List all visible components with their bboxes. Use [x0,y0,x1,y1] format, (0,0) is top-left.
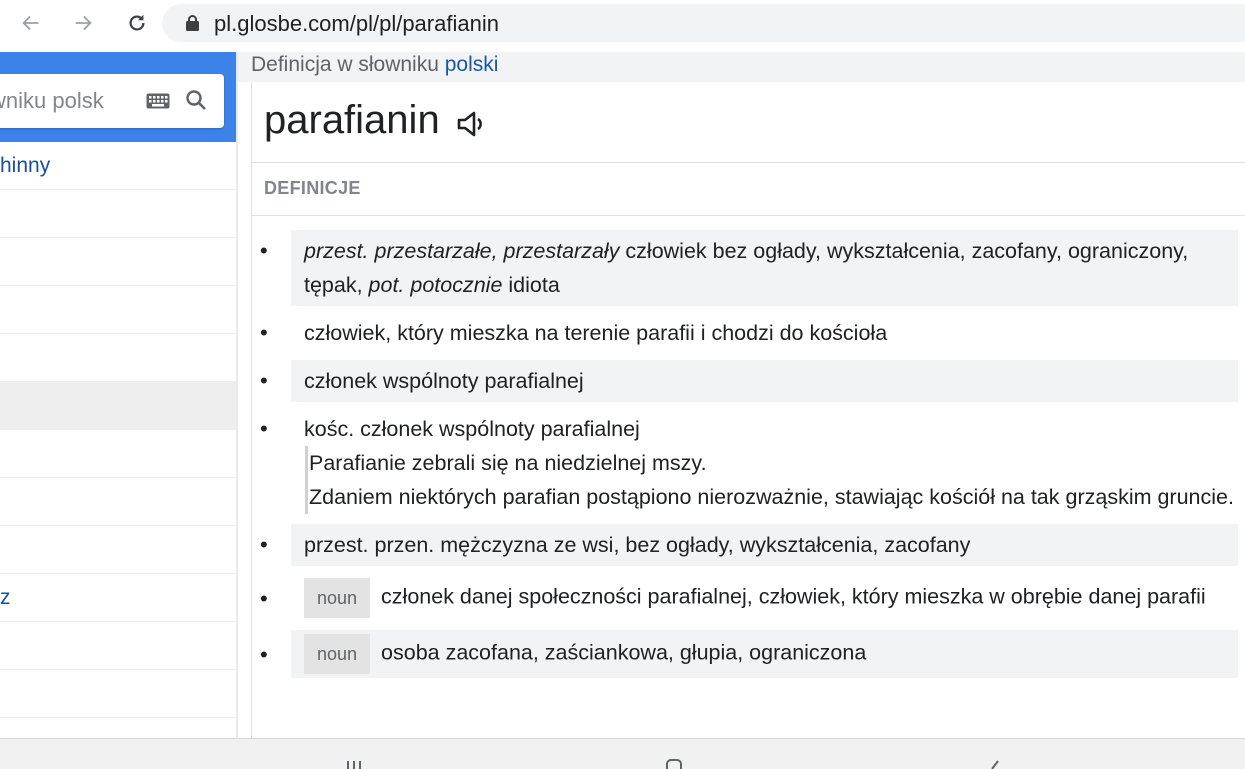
sidebar-item[interactable] [0,526,236,574]
recents-icon[interactable] [342,755,366,769]
keyboard-icon[interactable] [146,93,170,109]
sidebar [0,52,238,738]
definition-item: • noun osoba zacofana, zaściankowa, głupia, ograniczona [291,630,1238,678]
definition-item: • człowiek, który mieszka na terenie parafii i chodzi do kościoła [260,320,888,345]
definition-text: przest. przen. mężczyzna ze wsi, bez ogłady, wykształcenia, zacofany [304,533,971,557]
search-icon[interactable] [184,88,208,112]
qualifier: przest. przestarzałe, przestarzały [304,239,620,263]
definition-item: • noun członek danej społeczności parafialnej, człowiek, który mieszka w obrębie danej parafii [291,574,1238,622]
entry-word: parafianin [264,98,440,142]
reload-icon[interactable] [120,8,154,38]
qualifier: pot. potocznie [368,273,503,297]
arrow-right-icon[interactable] [66,8,100,38]
lock-icon [186,15,199,31]
example-sentence: Zdaniem niektórych parafian postąpiono nierozważnie, stawiając kościół na tak grząskim gruncie. [309,485,1234,509]
address-bar[interactable] [162,4,1245,42]
back-icon[interactable] [984,755,1008,769]
sidebar-item-label: hinny [0,154,51,177]
definition-text: członek wspólnoty parafialnej [304,369,584,393]
definition-item: • członek wspólnoty parafialnej [291,360,1238,402]
sidebar-item[interactable] [0,142,236,190]
part-of-speech-badge: noun [304,634,370,674]
sidebar-item[interactable] [0,430,236,478]
sidebar-item[interactable] [0,190,236,238]
search-band [0,52,236,142]
example-sentence: Parafianie zebrali się na niedzielnej mszy. [309,451,707,475]
definition-text: człowiek bez ogłady, wykształcenia, zacofany, ograniczony, tępak, [304,239,1189,297]
sidebar-list [0,142,236,718]
definition-item: • kośc. członek wspólnoty parafialnej Parafianie zebrali się na niedzielnej mszy. Zdaniem niektórych parafian postąpiono nierozważnie, stawiając kościół na tak grząskim gruncie. [291,408,1238,518]
arrow-left-icon[interactable] [14,8,48,38]
speaker-icon[interactable] [455,108,487,140]
definitions-list [252,230,1245,678]
sidebar-item-active[interactable] [0,382,236,430]
search-input[interactable] [0,74,135,128]
sidebar-item[interactable] [0,622,236,670]
sidebar-item[interactable] [0,286,236,334]
sidebar-item[interactable] [0,334,236,382]
sidebar-item[interactable] [0,574,236,622]
definition-item: • przest. przestarzałe, przestarzały człowiek bez ogłady, wykształcenia, zacofany, ograniczony, tępak, pot. potocznie idiota [291,230,1238,306]
dictionary-header [238,52,1245,82]
sidebar-item[interactable] [0,238,236,286]
dictionary-language-link[interactable]: polski [444,53,499,76]
definition-text: idiota [502,273,560,297]
dictionary-header-prefix: Definicja w słowniku [251,53,439,76]
entry-title-row [252,82,1245,163]
section-divider [252,215,1245,216]
definition-text: kośc. członek wspólnoty parafialnej [304,417,640,441]
part-of-speech-badge: noun [304,578,370,618]
entry-card [251,82,1245,738]
definition-item: • przest. przen. mężczyzna ze wsi, bez ogłady, wykształcenia, zacofany [291,524,1238,566]
definitions-section-label: DEFINICJE [264,178,361,198]
definition-text: człowiek, który mieszka na terenie parafii i chodzi do kościoła [304,321,888,345]
system-navigation-bar [0,738,1245,769]
home-icon[interactable] [662,755,686,769]
url-text: pl.glosbe.com/pl/pl/parafianin [214,11,499,36]
example-block [305,446,1238,514]
definition-text: osoba zacofana, zaściankowa, głupia, ograniczona [381,640,867,665]
search-box [0,74,224,128]
sidebar-item[interactable] [0,478,236,526]
definition-text: członek danej społeczności parafialnej, człowiek, który mieszka w obrębie danej parafii [381,584,1206,609]
sidebar-item-label: z [0,586,11,609]
sidebar-item[interactable] [0,670,236,718]
browser-toolbar [0,0,1245,53]
main-content [238,52,1245,738]
